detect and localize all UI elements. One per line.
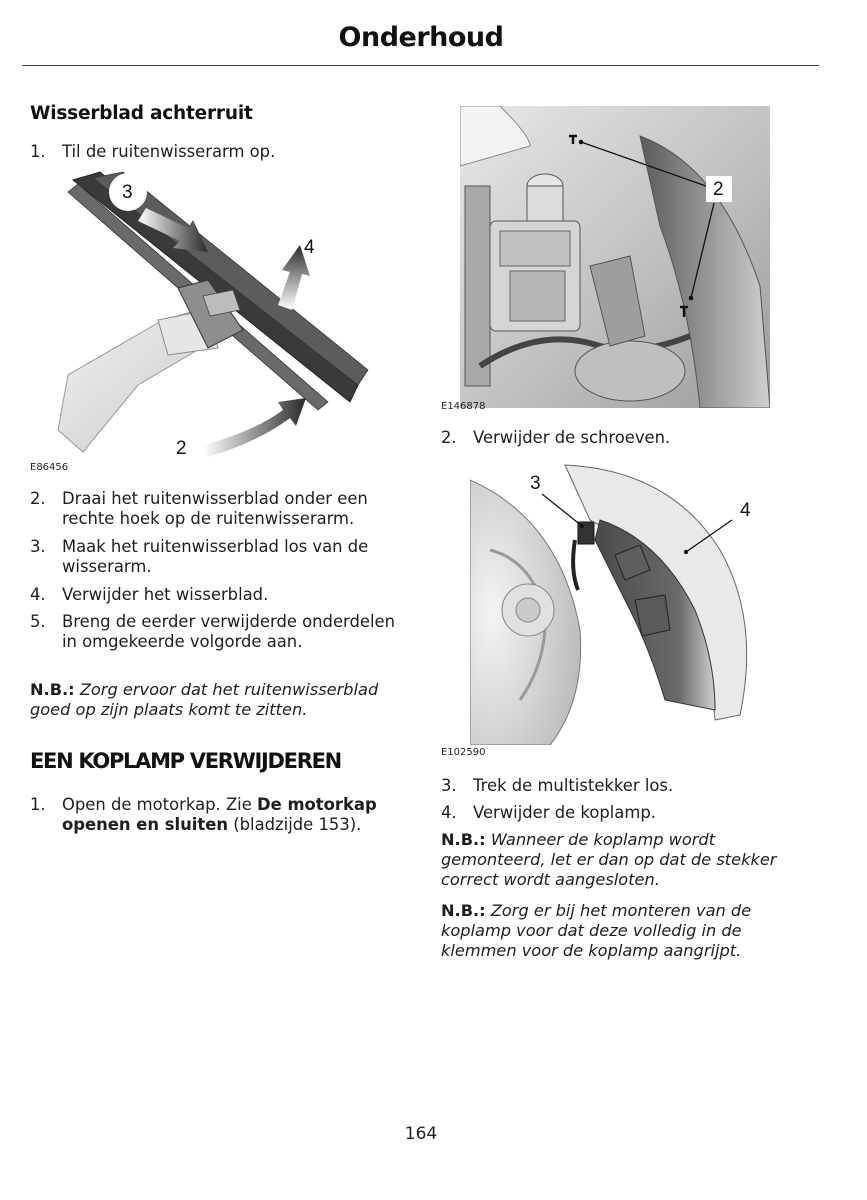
step-text: Open de motorkap. Zie [62,795,258,814]
note-text: Zorg er bij het monteren van de koplamp voor dat deze volledig in de klemmen voor de koplamp aangrijpt. [441,901,752,960]
step-3-detach-blade [30,537,400,577]
step-3-disconnect-plug [441,776,811,796]
page-number: 164 [404,1124,438,1144]
header-divider [22,65,819,66]
engine-bay-illustration [460,106,770,408]
wiper-blade-illustration [28,170,380,462]
step-text: Draai het ruitenwisserblad onder een rechte hoek op de ruitenwisserarm. [62,489,368,528]
step-text: Verwijder de koplamp. [473,803,656,822]
callout-2: 2 [176,438,187,459]
page-title: Onderhoud [338,22,504,53]
headlamp-removal-illustration [470,460,780,745]
step-text: Verwijder de schroeven. [473,428,671,447]
step-text: Verwijder het wisserblad. [62,585,269,604]
step-number: 1. [30,142,46,161]
cross-reference-link[interactable]: De motorkap openen en sluiten [62,795,377,834]
step-text: Maak het ruitenwisserblad los van de wisserarm. [62,537,369,576]
page-reference: (bladzijde 153). [228,815,362,834]
figure-id: E102590 [441,747,486,758]
section-heading-rear-wiper: Wisserblad achterruit [30,103,253,124]
step-number: 4. [441,803,457,822]
step-5-reassemble [30,612,400,652]
step-number: 5. [30,612,46,631]
note-label: N.B.: [30,680,75,699]
note-text: Zorg ervoor dat het ruitenwisserblad goed op zijn plaats komt te zitten. [30,680,379,719]
step-number: 3. [30,537,46,556]
note-wiper-seated [30,680,402,720]
step-number: 2. [30,489,46,508]
figure-id: E146878 [441,401,486,412]
step-number: 2. [441,428,457,447]
note-clips [441,901,781,961]
step-4-remove-blade [30,585,400,605]
callout-3: 3 [530,473,541,494]
step-4-remove-headlamp [441,803,811,823]
note-label: N.B.: [441,901,486,920]
callout-4: 4 [304,237,315,258]
note-text: Wanneer de koplamp wordt gemonteerd, let er dan op dat de stekker correct wordt aangesloten. [441,830,777,889]
step-number: 4. [30,585,46,604]
step-text: Trek de multistekker los. [473,776,674,795]
callout-4: 4 [740,500,751,521]
callout-3: 3 [122,182,133,203]
step-number: 3. [441,776,457,795]
step-1-open-hood [30,795,408,835]
callout-2: 2 [713,179,724,200]
note-label: N.B.: [441,830,486,849]
step-text: Til de ruitenwisserarm op. [62,142,276,161]
step-2-remove-screws [441,428,811,448]
step-1-lift-arm [30,142,410,162]
section-heading-remove-headlamp: EEN KOPLAMP VERWIJDEREN [30,749,341,773]
step-number: 1. [30,795,46,814]
note-connector [441,830,801,890]
figure-id: E86456 [30,462,69,473]
step-text: Breng de eerder verwijderde onderdelen in omgekeerde volgorde aan. [62,612,396,651]
step-2-rotate-blade [30,489,400,529]
